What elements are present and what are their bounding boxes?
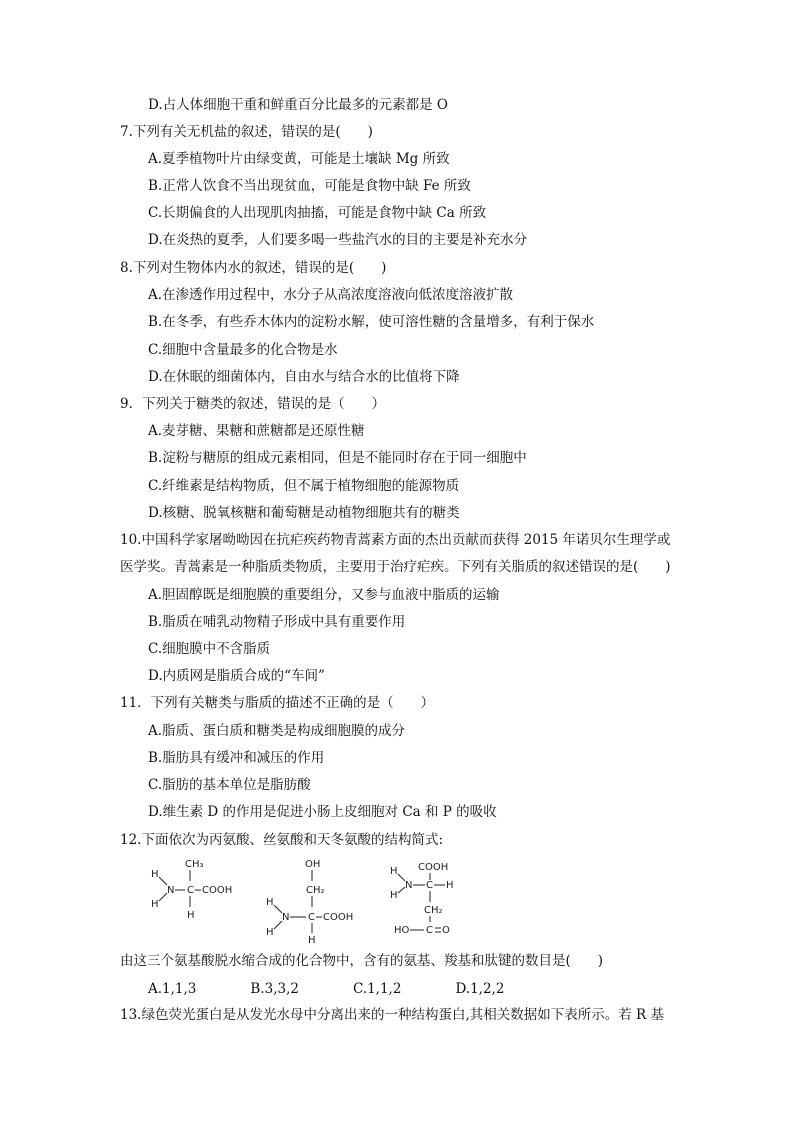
- question-9-option-c: C.纤维素是结构物质，但不属于植物细胞的能源物质: [148, 478, 460, 494]
- aspartate-h-bottom: H: [390, 890, 398, 901]
- question-10-stem-line-2: 医学奖。青蒿素是一种脂质类物质，主要用于治疗疟疾。下列有关脂质的叙述错误的是( ): [120, 559, 671, 575]
- alanine-h: H: [187, 910, 195, 921]
- aspartate-h-top: H: [390, 866, 398, 877]
- question-11-option-d: D.维生素 D 的作用是促进小肠上皮细胞对 Ca 和 P 的吸收: [148, 804, 497, 820]
- aspartate-ch2: CH₂: [424, 905, 443, 916]
- aspartate-c: C: [426, 880, 433, 891]
- alanine-ch3: CH₃: [185, 859, 204, 870]
- serine-n: N: [282, 912, 290, 923]
- aspartate-c2: C: [426, 925, 433, 936]
- serine-h: H: [308, 935, 316, 945]
- serine-c: C: [308, 912, 315, 923]
- alanine-n: N: [167, 885, 175, 896]
- question-9-option-b: B.淀粉与糖原的组成元素相同，但是不能同时存在于同一细胞中: [148, 450, 527, 466]
- question-9-option-a: A.麦芽糖、果糖和蔗糖都是还原性糖: [148, 423, 365, 439]
- question-13-stem: 13.绿色荧光蛋白是从发光水母中分离出来的一种结构蛋白,其相关数据如下表所示。若 R 基: [120, 1007, 665, 1023]
- question-10-option-d: D.内质网是脂质合成的“车间”: [148, 668, 325, 684]
- question-8-option-a: A.在渗透作用过程中，水分子从高浓度溶液向低浓度溶液扩散: [148, 287, 514, 303]
- question-9-option-d: D.核糖、脱氧核糖和葡萄糖是动植物细胞共有的糖类: [148, 505, 460, 521]
- aspartate-o: O: [442, 925, 450, 936]
- serine-structure: [262, 855, 382, 945]
- serine-oh: OH: [305, 859, 321, 870]
- question-8-option-d: D.在休眠的细菌体内，自由水与结合水的比值将下降: [148, 369, 460, 385]
- question-8-option-b: B.在冬季，有些乔木体内的淀粉水解，使可溶性糖的含量增多，有利于保水: [148, 314, 595, 330]
- question-10-option-a: A.胆固醇既是细胞膜的重要组分，又参与血液中脂质的运输: [148, 587, 500, 603]
- question-10-option-c: C.细胞膜中不含脂质: [148, 641, 271, 657]
- question-7-option-c: C.长期偏食的人出现肌肉抽搐，可能是食物中缺 Ca 所致: [148, 205, 487, 221]
- question-11-option-b: B.脂肪具有缓冲和减压的作用: [148, 750, 325, 766]
- aspartate-ho: HO: [394, 925, 410, 936]
- question-7-option-a: A.夏季植物叶片由绿变黄，可能是土壤缺 Mg 所致: [148, 151, 450, 167]
- aspartic-acid-structure: [388, 858, 488, 948]
- alanine-h-bottom: H: [151, 899, 159, 910]
- alanine-h-top: H: [151, 869, 159, 880]
- serine-h-bottom: H: [266, 927, 274, 938]
- alanine-cooh: COOH: [202, 885, 233, 896]
- serine-cooh: COOH: [323, 912, 354, 923]
- question-8-stem: 8.下列对生物体内水的叙述，错误的是( ): [120, 260, 387, 276]
- question-12-prompt: 由这三个氨基酸脱水缩合成的化合物中，含有的氨基、羧基和肽键的数目是( ): [120, 953, 604, 969]
- aspartate-h-right: H: [446, 880, 454, 891]
- aspartate-cooh-top: COOH: [418, 862, 449, 873]
- serine-h-top: H: [266, 897, 274, 908]
- question-7-option-d: D.在炎热的夏季，人们要多喝一些盐汽水的目的主要是补充水分: [148, 232, 528, 248]
- alanine-structure: [145, 855, 265, 925]
- alanine-c: C: [187, 885, 194, 896]
- question-12-options: A.1,1,3 B.3,3,2 C.1,1,2 D.1,2,2: [148, 981, 505, 997]
- question-9-stem: 9．下列关于糖类的叙述，错误的是（ ）: [120, 396, 386, 412]
- question-10-stem-line-1: 10.中国科学家屠呦呦因在抗疟疾药物青蒿素方面的杰出贡献而获得 2015 年诺贝尔生理学或: [120, 532, 671, 548]
- question-11-stem: 11．下列有关糖类与脂质的描述不正确的是（ ）: [120, 695, 435, 711]
- serine-ch2: CH₂: [306, 885, 325, 896]
- question-11-option-c: C.脂肪的基本单位是脂肪酸: [148, 777, 311, 793]
- question-12-stem: 12.下面依次为丙氨酸、丝氨酸和天冬氨酸的结构简式:: [120, 832, 444, 848]
- aspartate-n: N: [405, 880, 413, 891]
- question-7-stem: 7.下列有关无机盐的叙述，错误的是( ): [120, 124, 373, 140]
- question-7-option-b: B.正常人饮食不当出现贫血，可能是食物中缺 Fe 所致: [148, 178, 471, 194]
- question-6-option-d: D.占人体细胞干重和鲜重百分比最多的元素都是 O: [148, 97, 448, 113]
- question-10-option-b: B.脂质在哺乳动物精子形成中具有重要作用: [148, 614, 406, 630]
- question-11-option-a: A.脂质、蛋白质和糖类是构成细胞膜的成分: [148, 723, 406, 739]
- question-8-option-c: C.细胞中含量最多的化合物是水: [148, 342, 338, 358]
